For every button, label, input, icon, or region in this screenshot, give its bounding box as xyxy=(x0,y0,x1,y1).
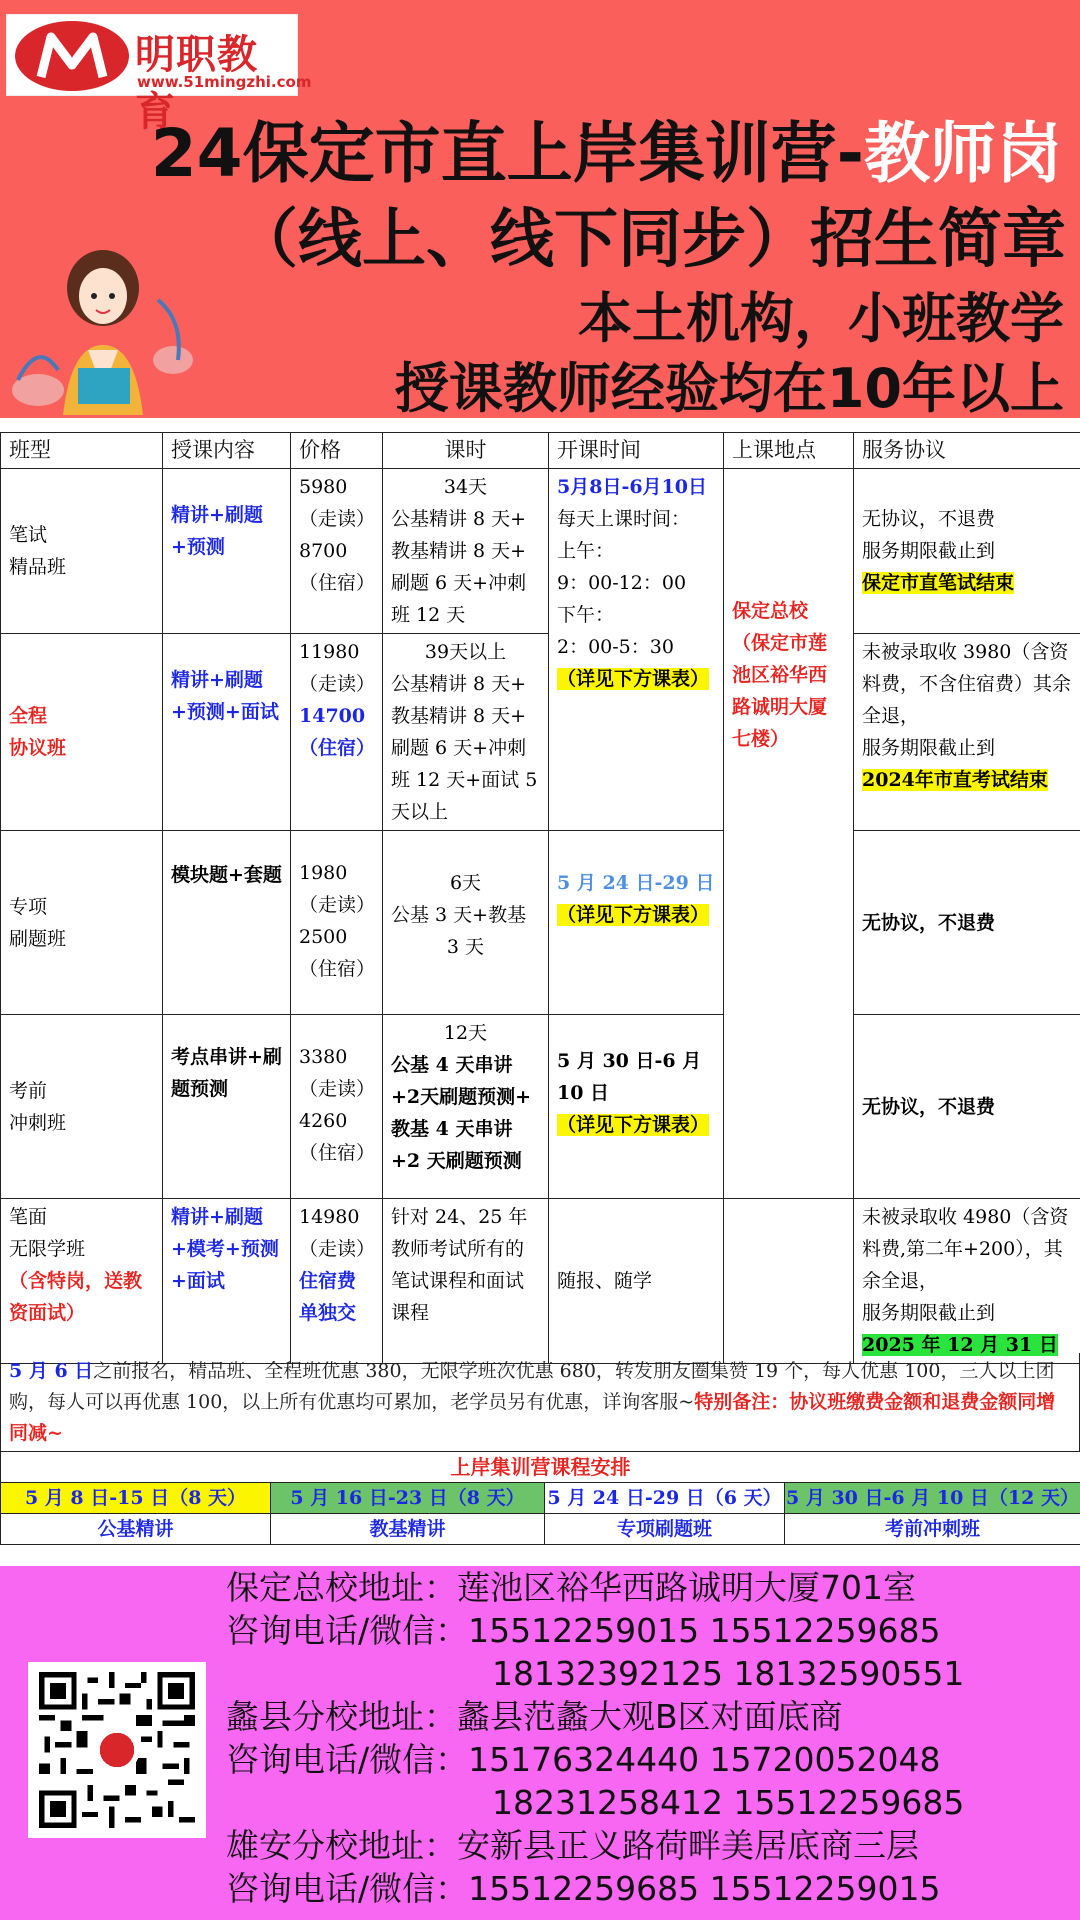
slogan-1: 本土机构，小班教学 xyxy=(578,287,1064,350)
row-content: 精讲+刷题+模考+预测+面试 xyxy=(163,1199,291,1364)
row-service: 无协议，不退费 xyxy=(854,831,1080,1015)
col-header-hours: 课时 xyxy=(383,433,549,469)
row-service: 无协议，不退费 服务期限截止到 保定市直笔试结束 xyxy=(854,469,1080,634)
row-service: 无协议，不退费 xyxy=(854,1015,1080,1199)
qr-code-icon[interactable] xyxy=(28,1662,206,1838)
contact-info xyxy=(226,1566,964,1910)
row-price: 11980 （走读） 14700 （住宿） xyxy=(291,634,383,831)
contact-row: 蠡县分校地址：蠡县范蠡大观B区对面底商 xyxy=(226,1697,843,1736)
row-price: 3380 （走读） 4260 （住宿） xyxy=(291,1015,383,1199)
row-start: 随报、随学 xyxy=(549,1199,724,1364)
table-row xyxy=(1,469,1080,634)
row-service: 未被录取收 4980（含资料费,第二年+200），其余全退， 服务期限截止到 2025 年 12 月 31 日 xyxy=(854,1199,1080,1364)
row-price: 5980 （走读） 8700 （住宿） xyxy=(291,469,383,634)
col-header-start: 开课时间 xyxy=(549,433,724,469)
row-content: 精讲+刷题+预测+面试 xyxy=(163,634,291,831)
page-title xyxy=(151,100,1062,195)
contact-row: 雄安分校地址：安新县正义路荷畔美居底商三层 xyxy=(226,1826,919,1865)
row-type: 考前 冲刺班 xyxy=(1,1015,163,1199)
teacher-illustration-icon xyxy=(8,240,198,415)
brand-logo[interactable] xyxy=(6,14,312,135)
row-location-empty xyxy=(724,1199,854,1364)
table-row xyxy=(1,1199,1080,1364)
row-hours: 针对 24、25 年教师考试所有的笔试课程和面试课程 xyxy=(383,1199,549,1364)
row-type: 全程 协议班 xyxy=(1,634,163,831)
slogan-2: 授课教师经验均在10年以上 xyxy=(394,357,1064,420)
row-hours: 6天 公基 3 天+教基 3 天 xyxy=(383,831,549,1015)
row-service: 未被录取收 3980（含资料费，不含住宿费）其余全退， 服务期限截止到 2024年市直考试结束 xyxy=(854,634,1080,831)
col-header-price: 价格 xyxy=(291,433,383,469)
contact-row: 保定总校地址：莲池区裕华西路诚明大厦701室 xyxy=(226,1568,916,1607)
schedule-course: 教基精讲 xyxy=(271,1514,545,1545)
row-content: 模块题+套题 xyxy=(163,831,291,1015)
row-hours: 39天以上 公基精讲 8 天+ 教基精讲 8 天+ 刷题 6 天+冲刺 班 12 天+面试 5 天以上 xyxy=(383,634,549,831)
contact-row: 18231258412 15512259685 xyxy=(492,1783,965,1822)
title-highlight: 教师岗 xyxy=(864,115,1062,192)
schedule-course: 专项刷题班 xyxy=(545,1514,785,1545)
schedule-course: 公基精讲 xyxy=(1,1514,271,1545)
row-start: 5月8日-6月10日 每天上课时间： 上午： 9：00-12：00 下午： 2：00-5：30 （详见下方课表） xyxy=(549,469,724,831)
logo-m-icon xyxy=(15,21,129,91)
schedule-date: 5 月 16 日-23 日（8 天） xyxy=(271,1483,545,1514)
row-type: 笔试 精品班 xyxy=(1,469,163,634)
contact-row: 咨询电话/微信：15176324440 15720052048 xyxy=(226,1740,941,1779)
row-location: 保定总校（保定市莲池区裕华西路诚明大厦七楼） xyxy=(724,469,854,1199)
table-row xyxy=(1,634,1080,831)
row-start: 5 月 30 日-6 月 10 日 （详见下方课表） xyxy=(549,1015,724,1199)
row-content: 考点串讲+刷题预测 xyxy=(163,1015,291,1199)
table-row xyxy=(1,1015,1080,1199)
table-row xyxy=(1,831,1080,1015)
col-header-location: 上课地点 xyxy=(724,433,854,469)
header-banner xyxy=(0,0,1080,418)
row-type: 专项 刷题班 xyxy=(1,831,163,1015)
row-price: 1980 （走读） 2500 （住宿） xyxy=(291,831,383,1015)
row-price: 14980 （走读） 住宿费 单独交 xyxy=(291,1199,383,1364)
brand-url[interactable]: www.51mingzhi.com xyxy=(137,73,312,91)
schedule-date: 5 月 30 日-6 月 10 日（12 天） xyxy=(785,1483,1080,1514)
col-header-type: 班型 xyxy=(1,433,163,469)
schedule-date: 5 月 24 日-29 日（6 天） xyxy=(545,1483,785,1514)
row-content: 精讲+刷题+预测 xyxy=(163,469,291,634)
contact-footer xyxy=(0,1566,1080,1920)
row-hours: 12天 公基 4 天串讲 +2天刷题预测+ 教基 4 天串讲 +2 天刷题预测 xyxy=(383,1015,549,1199)
contact-row: 咨询电话/微信：15512259685 15512259015 xyxy=(226,1869,941,1908)
row-hours: 34天 公基精讲 8 天+ 教基精讲 8 天+ 刷题 6 天+冲刺 班 12 天 xyxy=(383,469,549,634)
class-table xyxy=(0,432,1080,1364)
schedule-title: 上岸集训营课程安排 xyxy=(1,1452,1080,1483)
title-prefix: 24保定市直上岸集训营- xyxy=(150,115,864,192)
table-header-row xyxy=(1,433,1080,469)
row-type: 笔面 无限学班 （含特岗，送教资面试） xyxy=(1,1199,163,1364)
schedule-course: 考前冲刺班 xyxy=(785,1514,1080,1545)
promo-text: 5 月 6 日之前报名，精品班、全程班优惠 380，无限学班次优惠 680，转发朋友圈集赞 19 个，每人优惠 100，三人以上团购，每人可以再优惠 100，以上所有优惠均可累加，老学员另有优惠，详询客服~特别备注：协议班缴费金额和退费金额同增同减~ xyxy=(0,1353,1080,1451)
contact-row: 咨询电话/微信：15512259015 15512259685 xyxy=(226,1611,941,1650)
row-start: 5 月 24 日-29 日 （详见下方课表） xyxy=(549,831,724,1015)
page-subtitle: （线上、线下同步）招生简章 xyxy=(234,203,1066,277)
col-header-service: 服务协议 xyxy=(854,433,1080,469)
schedule-table xyxy=(0,1451,1080,1545)
schedule-date: 5 月 8 日-15 日（8 天） xyxy=(1,1483,271,1514)
contact-row: 18132392125 18132590551 xyxy=(492,1654,965,1693)
brand-name: 明职教育 xyxy=(135,32,258,135)
col-header-content: 授课内容 xyxy=(163,433,291,469)
